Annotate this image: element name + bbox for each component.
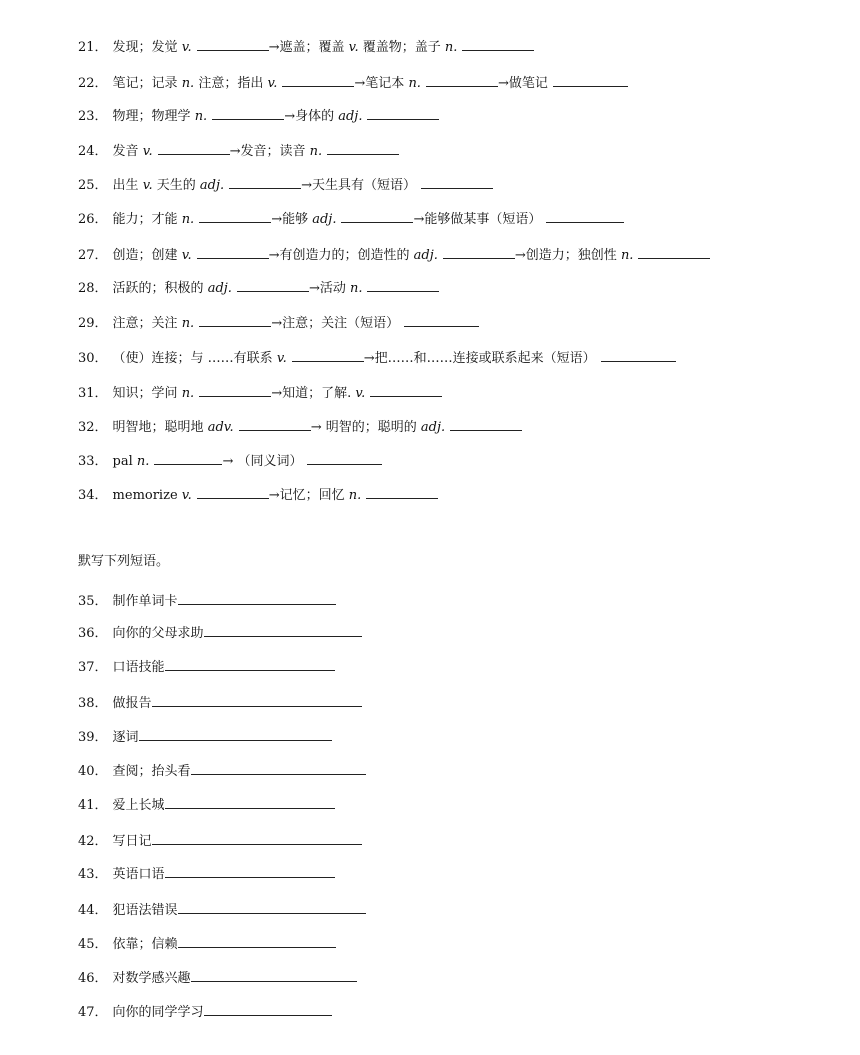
phrase-prompt: 向你的同学学习 xyxy=(112,1005,204,1020)
part-of-speech: adj. xyxy=(338,109,363,124)
answer-blank[interactable] xyxy=(239,418,311,431)
prompt-text: 知识；学问 xyxy=(112,386,182,401)
phrase-prompt: 制作单词卡 xyxy=(112,594,178,609)
answer-blank[interactable] xyxy=(237,279,309,292)
prompt-text: →天生具有（短语） xyxy=(301,178,417,193)
part-of-speech: adj. xyxy=(199,178,225,193)
answer-blank[interactable] xyxy=(158,142,230,155)
answer-blank[interactable] xyxy=(443,246,515,259)
prompt-text: 覆盖物；盖子 xyxy=(358,40,445,55)
answer-blank[interactable] xyxy=(553,74,628,87)
part-of-speech: n. xyxy=(136,454,150,469)
answer-blank[interactable] xyxy=(366,486,438,499)
answer-blank[interactable] xyxy=(199,210,271,223)
answer-blank[interactable] xyxy=(178,901,366,914)
question-number: 29． xyxy=(78,316,108,331)
part-of-speech: n. xyxy=(181,386,195,401)
question-number: 46． xyxy=(78,971,108,986)
question-42 xyxy=(78,832,362,851)
prompt-text: →活动 xyxy=(308,281,350,296)
part-of-speech: n. xyxy=(444,40,458,55)
part-of-speech: n. xyxy=(181,76,195,91)
answer-blank[interactable] xyxy=(197,246,269,259)
question-number: 40． xyxy=(78,764,108,779)
part-of-speech: n. xyxy=(620,248,634,263)
part-of-speech: adj. xyxy=(207,281,232,296)
prompt-text: 明智地；聪明地 xyxy=(112,420,208,435)
part-of-speech: v. xyxy=(181,40,192,55)
part-of-speech: v. xyxy=(142,178,153,193)
question-31 xyxy=(78,384,442,403)
part-of-speech: v. xyxy=(181,488,192,503)
answer-blank[interactable] xyxy=(199,314,271,327)
question-number: 22． xyxy=(78,76,108,91)
prompt-text: 笔记；记录 xyxy=(112,76,182,91)
question-26 xyxy=(78,210,624,229)
part-of-speech: adj. xyxy=(420,420,446,435)
answer-blank[interactable] xyxy=(638,246,710,259)
part-of-speech: n. xyxy=(194,109,208,124)
part-of-speech: v. xyxy=(348,40,359,55)
part-of-speech: n. xyxy=(349,281,363,296)
answer-blank[interactable] xyxy=(199,384,271,397)
phrase-prompt: 逐词 xyxy=(112,730,139,745)
part-of-speech: v. xyxy=(276,351,287,366)
section-instruction: 默写下列短语。 xyxy=(78,554,170,569)
question-22 xyxy=(78,74,628,93)
question-number: 23． xyxy=(78,109,108,124)
answer-blank[interactable] xyxy=(191,762,366,775)
prompt-text: 注意；关注 xyxy=(112,316,182,331)
question-39 xyxy=(78,728,332,747)
question-36 xyxy=(78,624,362,643)
phrase-prompt: 依靠；信赖 xyxy=(112,937,178,952)
question-number: 43． xyxy=(78,867,108,882)
answer-blank[interactable] xyxy=(197,38,269,51)
part-of-speech: n. xyxy=(309,144,323,159)
prompt-text: 活跃的；积极的 xyxy=(112,281,208,296)
answer-blank[interactable] xyxy=(327,142,399,155)
question-41 xyxy=(78,796,335,815)
answer-blank[interactable] xyxy=(204,624,362,637)
answer-blank[interactable] xyxy=(229,176,301,189)
question-number: 37． xyxy=(78,660,108,675)
question-number: 47． xyxy=(78,1005,108,1020)
prompt-text: 发音 xyxy=(112,144,143,159)
prompt-text: → （同义词） xyxy=(222,454,303,469)
question-21 xyxy=(78,38,534,57)
phrase-prompt: 向你的父母求助 xyxy=(112,626,204,641)
answer-blank[interactable] xyxy=(367,107,439,120)
prompt-text: 创造；创建 xyxy=(112,248,182,263)
question-44 xyxy=(78,901,366,920)
question-number: 26． xyxy=(78,212,108,227)
part-of-speech: n. xyxy=(181,212,195,227)
answer-blank[interactable] xyxy=(154,452,222,465)
prompt-text: pal xyxy=(112,454,137,469)
question-number: 45． xyxy=(78,937,108,952)
question-38 xyxy=(78,694,362,713)
prompt-text: →身体的 xyxy=(284,109,339,124)
answer-blank[interactable] xyxy=(404,314,479,327)
phrase-prompt: 写日记 xyxy=(112,834,152,849)
answer-blank[interactable] xyxy=(307,452,382,465)
answer-blank[interactable] xyxy=(462,38,534,51)
question-47 xyxy=(78,1003,332,1022)
prompt-text: →知道；了解. xyxy=(271,386,356,401)
question-30 xyxy=(78,349,676,368)
answer-blank[interactable] xyxy=(178,592,336,605)
question-number: 44． xyxy=(78,903,108,918)
question-27 xyxy=(78,246,710,265)
phrase-prompt: 口语技能 xyxy=(112,660,165,675)
question-35 xyxy=(78,592,336,611)
prompt-text: （使）连接；与 ……有联系 xyxy=(112,351,277,366)
prompt-text: →创造力；独创性 xyxy=(514,248,621,263)
answer-blank[interactable] xyxy=(191,969,357,982)
question-number: 32． xyxy=(78,420,108,435)
question-number: 21． xyxy=(78,40,108,55)
part-of-speech: adv. xyxy=(207,420,234,435)
question-number: 41． xyxy=(78,798,108,813)
prompt-text: →遮盖；覆盖 xyxy=(268,40,349,55)
answer-blank[interactable] xyxy=(152,832,362,845)
prompt-text: 天生的 xyxy=(152,178,200,193)
prompt-text: →注意；关注（短语） xyxy=(271,316,400,331)
answer-blank[interactable] xyxy=(178,935,336,948)
question-number: 31． xyxy=(78,386,108,401)
question-46 xyxy=(78,969,357,988)
question-number: 28． xyxy=(78,281,108,296)
prompt-text: →把……和……连接或联系起来（短语） xyxy=(363,351,596,366)
part-of-speech: v. xyxy=(267,76,278,91)
prompt-text: 出生 xyxy=(112,178,143,193)
question-number: 33． xyxy=(78,454,108,469)
prompt-text: →有创造力的；创造性的 xyxy=(268,248,414,263)
question-45 xyxy=(78,935,336,954)
question-29 xyxy=(78,314,479,333)
question-number: 30． xyxy=(78,351,108,366)
prompt-text: 能力；才能 xyxy=(112,212,182,227)
answer-blank[interactable] xyxy=(601,349,676,362)
question-number: 38． xyxy=(78,696,108,711)
answer-blank[interactable] xyxy=(197,486,269,499)
prompt-text: →能够 xyxy=(271,212,313,227)
answer-blank[interactable] xyxy=(152,694,362,707)
question-number: 39． xyxy=(78,730,108,745)
answer-blank[interactable] xyxy=(139,728,332,741)
question-34 xyxy=(78,486,438,505)
question-28 xyxy=(78,279,439,298)
question-32 xyxy=(78,418,522,437)
question-number: 35． xyxy=(78,594,108,609)
answer-blank[interactable] xyxy=(165,865,335,878)
part-of-speech: v. xyxy=(355,386,366,401)
prompt-text: →笔记本 xyxy=(354,76,409,91)
part-of-speech: n. xyxy=(348,488,362,503)
question-37 xyxy=(78,658,335,677)
question-number: 27． xyxy=(78,248,108,263)
answer-blank[interactable] xyxy=(450,418,522,431)
answer-blank[interactable] xyxy=(426,74,498,87)
question-43 xyxy=(78,865,335,884)
question-23 xyxy=(78,107,439,126)
part-of-speech: adj. xyxy=(312,212,337,227)
phrase-prompt: 英语口语 xyxy=(112,867,165,882)
answer-blank[interactable] xyxy=(212,107,284,120)
phrase-prompt: 查阅；抬头看 xyxy=(112,764,191,779)
answer-blank[interactable] xyxy=(282,74,354,87)
question-number: 36． xyxy=(78,626,108,641)
answer-blank[interactable] xyxy=(165,658,335,671)
part-of-speech: adj. xyxy=(413,248,438,263)
part-of-speech: v. xyxy=(181,248,192,263)
prompt-text: →发音；读音 xyxy=(229,144,310,159)
part-of-speech: v. xyxy=(142,144,153,159)
answer-blank[interactable] xyxy=(204,1003,332,1016)
question-24 xyxy=(78,142,399,161)
answer-blank[interactable] xyxy=(165,796,335,809)
prompt-text: memorize xyxy=(112,488,182,503)
question-25 xyxy=(78,176,493,195)
part-of-speech: n. xyxy=(408,76,421,91)
prompt-text: 发现；发觉 xyxy=(112,40,182,55)
phrase-prompt: 犯语法错误 xyxy=(112,903,178,918)
prompt-text: →记忆；回忆 xyxy=(268,488,349,503)
prompt-text: →能够做某事（短语） xyxy=(413,212,542,227)
part-of-speech: n. xyxy=(181,316,195,331)
answer-blank[interactable] xyxy=(341,210,413,223)
answer-blank[interactable] xyxy=(367,279,439,292)
question-number: 34． xyxy=(78,488,108,503)
question-number: 25． xyxy=(78,178,108,193)
prompt-text: 物理；物理学 xyxy=(112,109,195,124)
answer-blank[interactable] xyxy=(421,176,493,189)
phrase-prompt: 爱上长城 xyxy=(112,798,165,813)
question-number: 24． xyxy=(78,144,108,159)
question-40 xyxy=(78,762,366,781)
prompt-text: 注意；指出 xyxy=(194,76,268,91)
answer-blank[interactable] xyxy=(292,349,364,362)
answer-blank[interactable] xyxy=(546,210,624,223)
phrase-prompt: 对数学感兴趣 xyxy=(112,971,191,986)
phrase-prompt: 做报告 xyxy=(112,696,152,711)
question-number: 42． xyxy=(78,834,108,849)
prompt-text: →做笔记 xyxy=(497,76,548,91)
answer-blank[interactable] xyxy=(370,384,442,397)
prompt-text: → 明智的；聪明的 xyxy=(310,420,421,435)
question-33 xyxy=(78,452,382,471)
